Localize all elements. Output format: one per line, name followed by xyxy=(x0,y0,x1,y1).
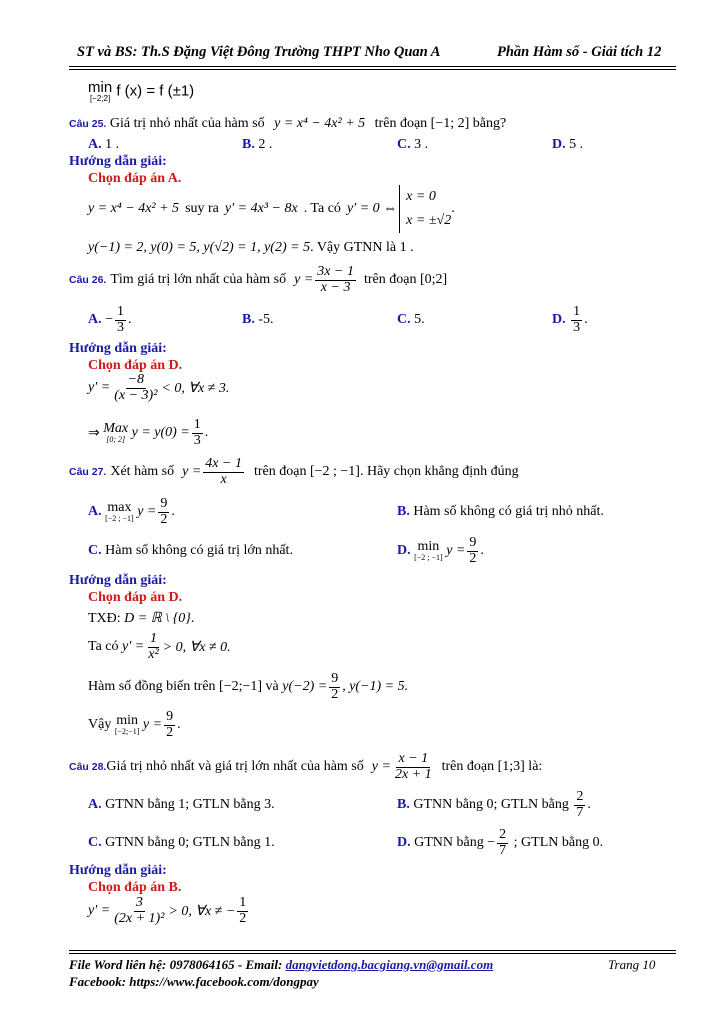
q28-option-d[interactable]: D. GTNN bằng − $\frac{2}{7}$ ; GTLN bằng 0. xyxy=(397,827,604,858)
footer-rule-2 xyxy=(69,953,676,954)
page-number: Trang 10 xyxy=(608,957,656,972)
q27-option-c[interactable]: C. Hàm số không có giá trị lớn nhất. xyxy=(88,543,293,558)
question-28: Câu 28. Giá trị nhỏ nhất và giá trị lớn nhất của hàm số y = $\frac{x - 1}{2x + 1}$ trên đoạn [1;3] là: xyxy=(69,751,543,782)
top-min-line: min [−2;2] f (x) = f (±1) xyxy=(88,79,195,103)
q28-option-b[interactable]: B. GTNN bằng 0; GTLN bằng $\frac{2}{7}$ . xyxy=(397,789,591,820)
q27-domain: TXĐ: D = ℝ \ {0}. xyxy=(88,611,195,626)
question-27: Câu 27. Xét hàm số y = $\frac{4x - 1}{x}$ trên đoạn [−2 ; −1]. Hãy chọn khẳng định đúng xyxy=(69,456,519,487)
q25-option-a[interactable]: A. 1 . xyxy=(88,137,120,152)
q25-solution-line-1: y = x⁴ − 4x² + 5 suy ra y′ = 4x³ − 8x . Ta có y′ = 0 ⇔ x = 0 x = ±√2 . xyxy=(88,185,455,233)
q25-option-d[interactable]: D. 5 . xyxy=(552,137,584,152)
q26-option-c[interactable]: C. 5. xyxy=(397,312,425,327)
q25-answer: Chọn đáp án A. xyxy=(88,171,182,186)
q26-guide: Hướng dẫn giải: xyxy=(69,341,167,356)
q25-guide: Hướng dẫn giải: xyxy=(69,154,167,169)
q27-option-a[interactable]: A. max [−2 ; −1] y = $\frac{9}{2}$ . xyxy=(88,496,175,527)
question-25: Câu 25. Giá trị nhỏ nhất của hàm số y = x⁴ − 4x² + 5 trên đoạn [−1; 2] bằng? xyxy=(69,116,507,131)
q26-option-d[interactable]: D. $\frac{1}{3}$ . xyxy=(552,304,588,335)
footer-contact: File Word liên hệ: 0978064165 - Email: dangvietdong.bacgiang.vn@gmail.com xyxy=(69,957,494,972)
header-right: Phần Hàm số - Giải tích 12 xyxy=(497,44,662,60)
q28-answer: Chọn đáp án B. xyxy=(88,880,182,895)
q28-option-a[interactable]: A. GTNN bằng 1; GTLN bằng 3. xyxy=(88,797,275,812)
footer-email-link[interactable]: dangvietdong.bacgiang.vn@gmail.com xyxy=(285,957,494,972)
header-rule-2 xyxy=(69,69,676,70)
q28-derivative: y′ = $\frac{3}{\text{(2x + 1)²}}$ > 0, ∀x ≠ − $\frac{1}{2}$ xyxy=(88,895,247,926)
q27-conclusion: Vậy min [−2;−1] y = $\frac{9}{2}$ . xyxy=(88,709,181,740)
footer-rule xyxy=(69,950,676,951)
q26-derivative: y′ = $\frac{-8}{\text{(x − 3)²}}$ < 0, ∀x ≠ 3. xyxy=(88,372,230,403)
q25-solution-line-2: y(−1) = 2, y(0) = 5, y(√2) = 1, y(2) = 5. Vậy GTNN là 1 . xyxy=(88,240,414,255)
q28-guide: Hướng dẫn giải: xyxy=(69,863,167,878)
q26-option-b[interactable]: B. -5. xyxy=(242,312,274,327)
footer-facebook[interactable]: Facebook: https://www.facebook.com/dongpay xyxy=(69,974,319,989)
q27-derivative: Ta có y′ = $\frac{1}{\text{x²}}$ > 0, ∀x ≠ 0. xyxy=(88,631,231,662)
header-rule xyxy=(69,66,676,67)
q25-option-b[interactable]: B. 2 . xyxy=(242,137,273,152)
q27-option-d[interactable]: D. min [−2 ; −1] y = $\frac{9}{2}$ . xyxy=(397,535,484,566)
q28-option-c[interactable]: C. GTNN bằng 0; GTLN bằng 1. xyxy=(88,835,275,850)
q26-option-a[interactable]: A. − $\frac{1}{3}$ . xyxy=(88,304,132,335)
header-left: ST và BS: Th.S Đặng Việt Đông Trường THPT Nho Quan A xyxy=(77,44,441,60)
q27-guide: Hướng dẫn giải: xyxy=(69,573,167,588)
question-26: Câu 26. Tìm giá trị lớn nhất của hàm số y = $\frac{3x - 1}{x - 3}$ trên đoạn [0;2] xyxy=(69,264,448,295)
q27-answer: Chọn đáp án D. xyxy=(88,590,183,605)
q26-answer: Chọn đáp án D. xyxy=(88,358,183,373)
q27-option-b[interactable]: B. Hàm số không có giá trị nhỏ nhất. xyxy=(397,504,604,519)
q25-option-c[interactable]: C. 3 . xyxy=(397,137,429,152)
q27-monotonic: Hàm số đồng biến trên [−2;−1] và y(−2) = $\frac{9}{2}$ , y(−1) = 5. xyxy=(88,671,409,702)
q26-max-result: ⇒ Max [0; 2] y = y(0) = $\frac{1}{3}$ . xyxy=(88,417,209,448)
